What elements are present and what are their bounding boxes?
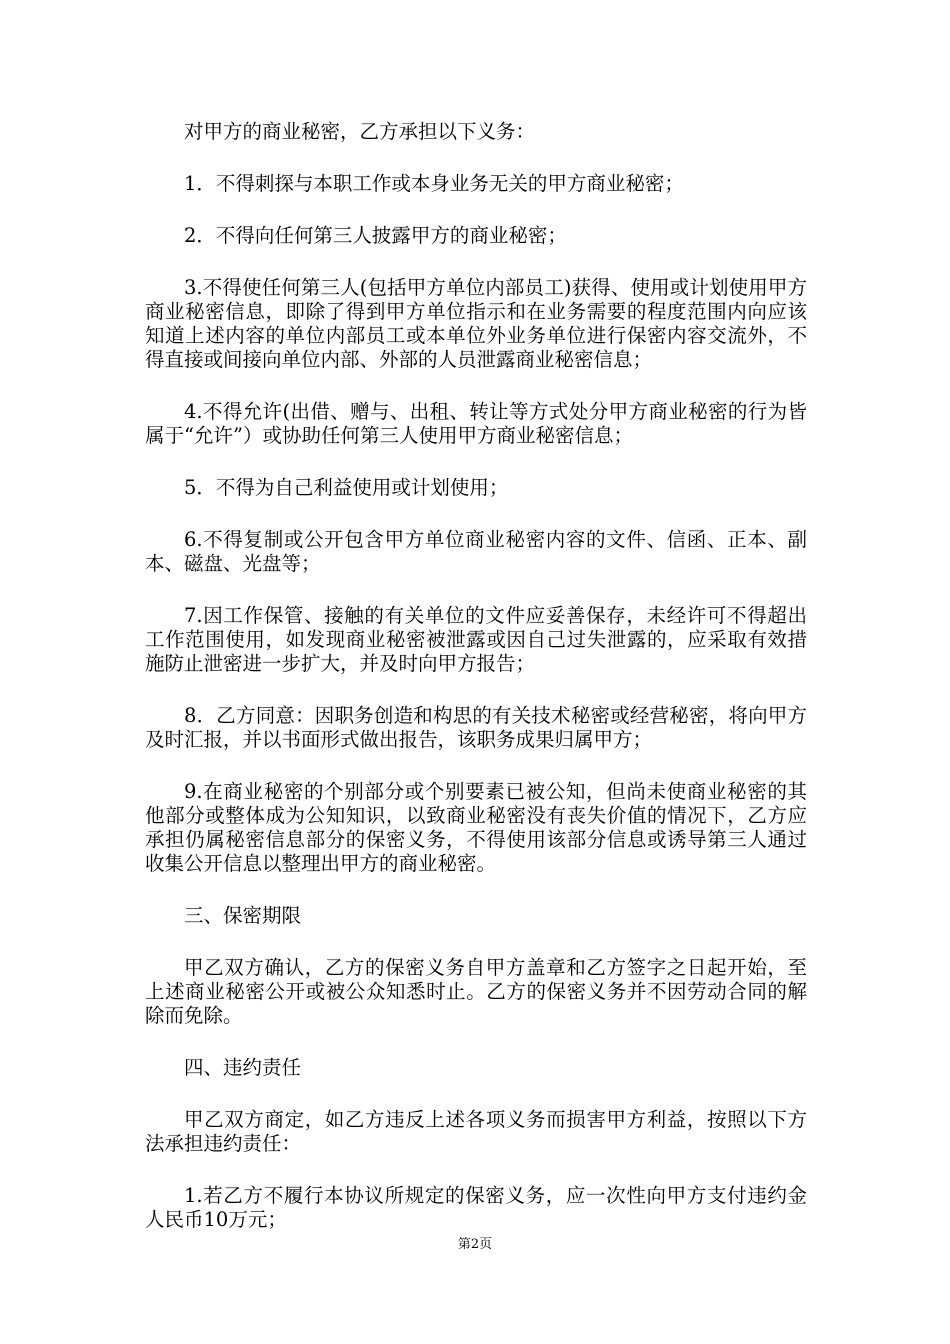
- obligation-item-4: 4.不得允许(出借、赠与、出租、转让等方式处分甲方商业秘密的行为皆属于“允许”）或协助任何第三人使用甲方商业秘密信息；: [145, 400, 807, 447]
- obligation-item-3: 3.不得使任何第三人(包括甲方单位内部员工)获得、使用或计划使用甲方商业秘密信息，即除了得到甲方单位指示和在业务需要的程度范围内向应该知道上述内容的单位内部员工或本单位外业务单位进行保密内容交流外，不得直接或间接向单位内部、外部的人员泄露商业秘密信息；: [145, 276, 807, 371]
- confidentiality-period-paragraph: 甲乙双方确认，乙方的保密义务自甲方盖章和乙方签字之日起开始，至上述商业秘密公开或被公众知悉时止。乙方的保密义务并不因劳动合同的解除而免除。: [145, 956, 807, 1027]
- obligation-item-7: 7.因工作保管、接触的有关单位的文件应妥善保存，未经许可不得超出工作范围使用，如发现商业秘密被泄露或因自己过失泄露的，应采取有效措施防止泄密进一步扩大，并及时向甲方报告；: [145, 604, 807, 675]
- obligation-item-2: 2．不得向任何第三人披露甲方的商业秘密；: [184, 224, 567, 247]
- obligation-item-8: 8．乙方同意：因职务创造和构思的有关技术秘密或经营秘密，将向甲方及时汇报，并以书面形式做出报告，该职务成果归属甲方；: [145, 704, 807, 751]
- section-heading-liability: 四、违约责任: [184, 1056, 302, 1079]
- section-heading-confidentiality-period: 三、保密期限: [184, 904, 302, 927]
- document-body: [145, 120, 807, 1260]
- liability-item-1: 1.若乙方不履行本协议所规定的保密义务，应一次性向甲方支付违约金人民币10万元；: [145, 1184, 807, 1231]
- obligation-item-1: 1．不得刺探与本职工作或本身业务无关的甲方商业秘密；: [184, 172, 684, 195]
- page-number: 第2页: [457, 1237, 493, 1252]
- obligation-item-9: 9.在商业秘密的个别部分或个别要素已被公知，但尚未使商业秘密的其他部分或整体成为公知知识，以致商业秘密没有丧失价值的情况下，乙方应承担仍属秘密信息部分的保密义务，不得使用该部分信息或诱导第三人通过收集公开信息以整理出甲方的商业秘密。: [145, 780, 807, 875]
- liability-paragraph: 甲乙双方商定，如乙方违反上述各项义务而损害甲方利益，按照以下方法承担违约责任：: [145, 1108, 807, 1155]
- intro-paragraph: 对甲方的商业秘密，乙方承担以下义务：: [184, 120, 536, 143]
- obligation-item-6: 6.不得复制或公开包含甲方单位商业秘密内容的文件、信函、正本、副本、磁盘、光盘等；: [145, 528, 807, 575]
- obligation-item-5: 5．不得为自己利益使用或计划使用；: [184, 476, 509, 499]
